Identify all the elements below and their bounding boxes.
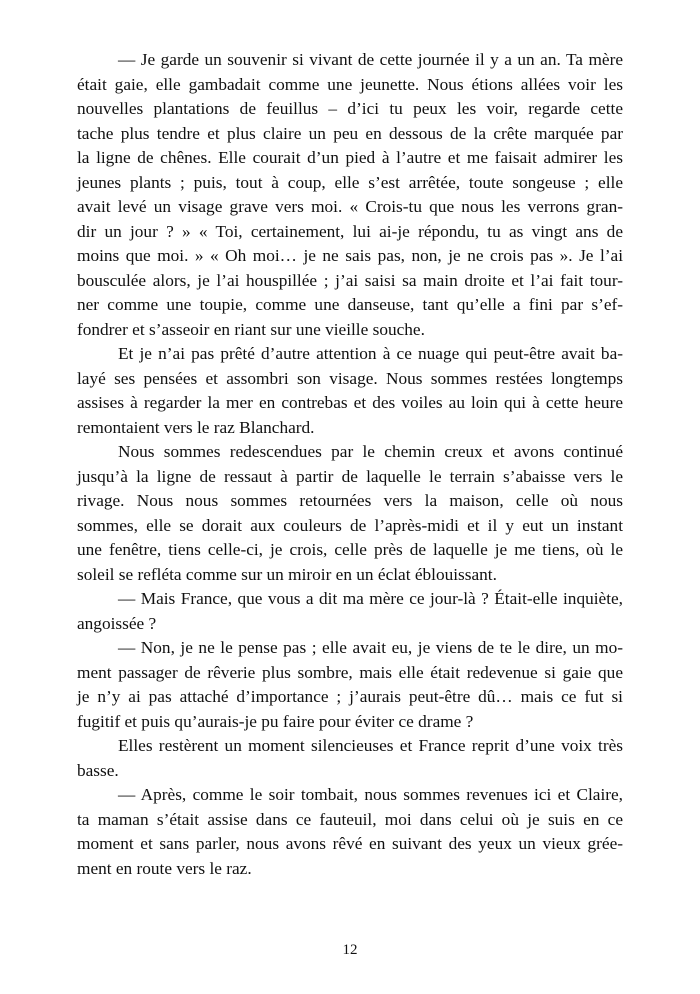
text-line: moins que moi. » « Oh moi… je ne sais pas, non, je ne crois pas ». Je l’ai (77, 246, 623, 265)
paragraph-1 (77, 48, 623, 342)
text-line: — Non, je ne le pense pas ; elle avait eu, je viens de te le dire, un mo- (118, 638, 623, 657)
text-line: fondrer et s’asseoir en riant sur une vieille souche. (77, 319, 425, 339)
page-number: 12 (342, 942, 358, 958)
text-line: angoissée ? (77, 613, 157, 633)
text-line: basse. (77, 760, 119, 780)
text-line: nouvelles plantations de feuillus – d’ici tu peux les voir, regarde cette (77, 99, 623, 118)
paragraph-3 (77, 440, 623, 587)
text-line: — Après, comme le soir tombait, nous sommes revenues ici et Claire, (118, 785, 623, 804)
text-line: je n’y ai pas attaché d’importance ; j’aurais peut-être dû… mais ce fut si (77, 687, 623, 706)
text-line: ta maman s’était assise dans ce fauteuil, moi dans celui où je suis en ce (77, 809, 623, 829)
text-line: — Mais France, que vous a dit ma mère ce jour-là ? Était-elle inquiète, (118, 589, 623, 608)
paragraph-6 (77, 734, 623, 783)
text-line: layé ses pensées et assombri son visage. Nous sommes restées longtemps (77, 368, 623, 388)
text-line: Elles restèrent un moment silencieuses et France reprit d’une voix très (118, 736, 623, 755)
text-line: ment en route vers le raz. (77, 858, 252, 878)
page-body (77, 48, 623, 881)
text-line: soleil se refléta comme sur un miroir en un éclat éblouissant. (77, 564, 497, 584)
text-line: assises à regarder la mer en contrebas et des voiles au loin qui à cette heure (77, 393, 623, 412)
text-line: ner comme une toupie, comme une danseuse, tant qu’elle a fini par s’ef- (77, 295, 623, 314)
text-line: rivage. Nous nous sommes retournées vers la maison, celle où nous (77, 491, 623, 510)
text-line: la ligne de chênes. Elle courait d’un pied à l’autre et me faisait admirer les (77, 148, 623, 167)
text-line: moment et sans parler, nous avons rêvé en suivant des yeux un vieux grée- (77, 834, 623, 853)
text-line: remontaient vers le raz Blanchard. (77, 417, 315, 437)
text-line: fugitif et puis qu’aurais-je pu faire pour éviter ce drame ? (77, 711, 474, 731)
text-line: sommes, elle se dorait aux couleurs de l’après-midi et il y eut un instant (77, 515, 623, 535)
paragraph-7 (77, 783, 623, 881)
text-line: une fenêtre, tiens celle-ci, je crois, celle près de laquelle je me tiens, où le (77, 540, 623, 559)
paragraph-2 (77, 342, 623, 440)
text-line: bousculée alors, je l’ai houspillée ; j’ai saisi sa main droite et l’ai fait tour- (77, 270, 623, 290)
text-line: ment passager de rêverie plus sombre, mais elle était redevenue si gaie que (77, 662, 623, 682)
text-line: dir un jour ? » « Toi, certainement, lui ai-je répondu, tu as vingt ans de (77, 221, 623, 241)
text-line: Nous sommes redescendues par le chemin creux et avons continué (118, 442, 623, 461)
text-line: — Je garde un souvenir si vivant de cette journée il y a un an. Ta mère (118, 50, 623, 69)
paragraph-5 (77, 636, 623, 734)
paragraph-4 (77, 587, 623, 636)
text-line: jeunes plants ; puis, tout à coup, elle s’est arrêtée, toute songeuse ; elle (77, 172, 623, 192)
text-line: était gaie, elle gambadait comme une jeunette. Nous étions allées voir les (77, 74, 623, 94)
text-line: tache plus tendre et plus claire un peu en dessous de la crête marquée par (77, 123, 623, 143)
text-line: Et je n’ai pas prêté d’autre attention à ce nuage qui peut-être avait ba- (118, 344, 623, 363)
text-line: jusqu’à la ligne de ressaut à partir de laquelle le terrain s’abaisse vers le (77, 466, 623, 486)
text-line: avait levé un visage grave vers moi. « Crois-tu que nous les verrons gran- (77, 197, 623, 216)
